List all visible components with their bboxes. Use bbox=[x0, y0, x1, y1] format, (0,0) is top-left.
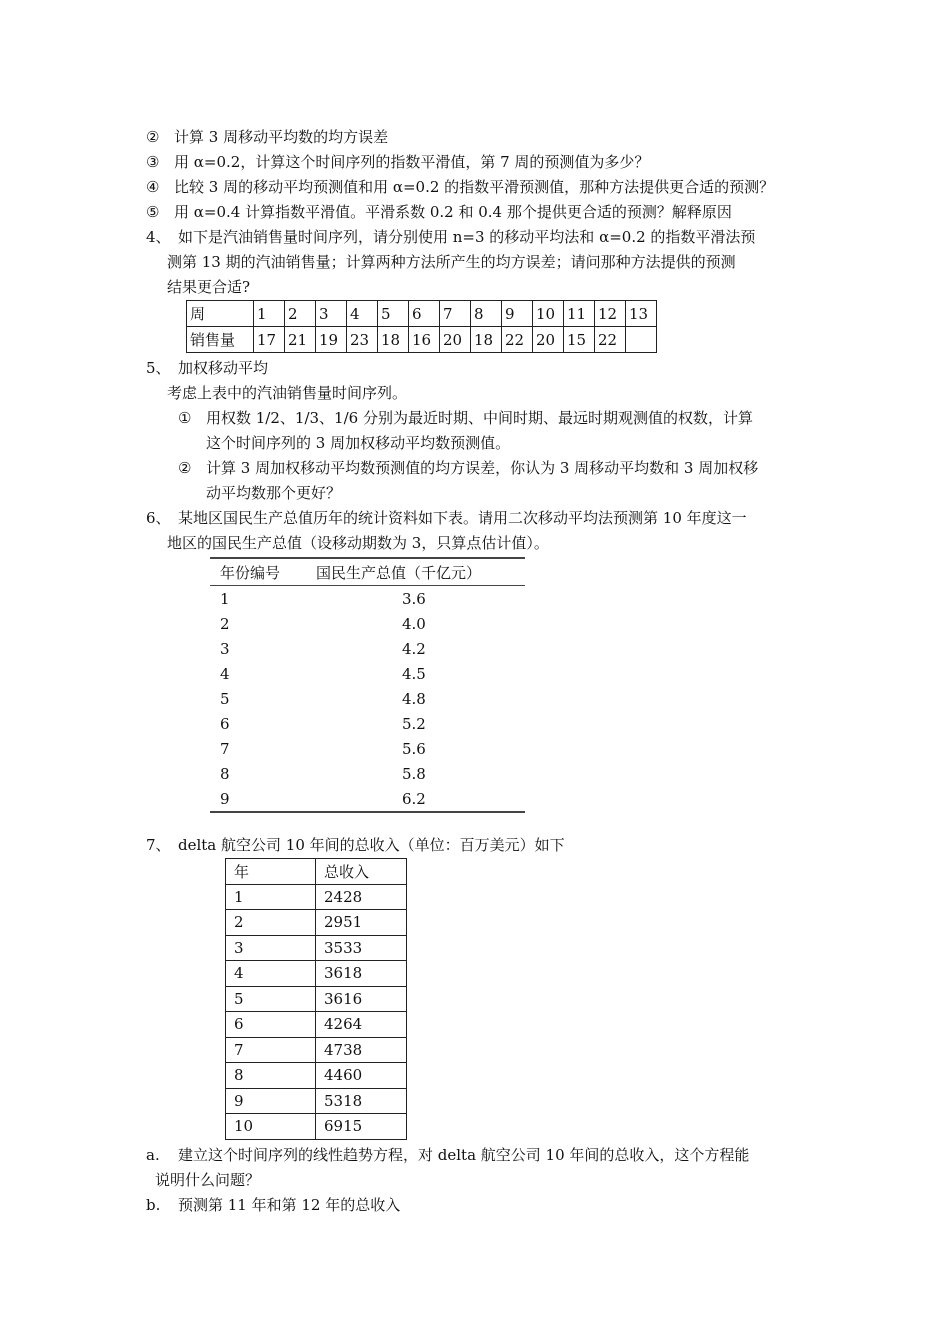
q5-item-2-marker: ② bbox=[178, 459, 192, 477]
q3-item-3-text: 用 α=0.2，计算这个时间序列的指数平滑值，第 7 周的预测值为多少？ bbox=[174, 153, 650, 171]
q5-number: 5、 bbox=[146, 359, 171, 377]
q3-item-5-text: 用 α=0.4 计算指数平滑值。平滑系数 0.2 和 0.4 那个提供更合适的预测？解释原因 bbox=[174, 203, 732, 221]
gnp-value: 5.6 bbox=[402, 739, 426, 758]
gnp-value: 4.5 bbox=[402, 664, 426, 683]
gnp-year: 8 bbox=[220, 764, 230, 783]
q5-item-2 bbox=[178, 458, 758, 478]
revenue-value: 2951 bbox=[316, 910, 407, 936]
revenue-year: 3 bbox=[226, 935, 316, 961]
q3-item-2 bbox=[146, 127, 388, 147]
table-row bbox=[226, 1012, 407, 1038]
sales-cell: 21 bbox=[285, 327, 316, 353]
q3-item-2-text: 计算 3 周移动平均数的均方误差 bbox=[174, 128, 389, 146]
table-row bbox=[210, 711, 525, 736]
q5-item-2-line-2: 动平均数那个更好？ bbox=[206, 484, 342, 502]
gnp-value: 3.6 bbox=[402, 589, 426, 608]
week-cell: 7 bbox=[440, 301, 471, 327]
revenue-year: 5 bbox=[226, 986, 316, 1012]
sales-cell: 18 bbox=[471, 327, 502, 353]
revenue-header-row bbox=[226, 859, 407, 885]
sales-cell: 19 bbox=[316, 327, 347, 353]
gnp-value: 5.8 bbox=[402, 764, 426, 783]
q7-line bbox=[146, 835, 565, 855]
gnp-value: 4.2 bbox=[402, 639, 426, 658]
table-row bbox=[226, 1088, 407, 1114]
q7-part-b-text: 预测第 11 年和第 12 年的总收入 bbox=[178, 1196, 401, 1214]
q3-item-4-marker: ④ bbox=[146, 178, 160, 196]
q7-part-a-text: 建立这个时间序列的线性趋势方程，对 delta 航空公司 10 年间的总收入，这个方程能 bbox=[178, 1146, 750, 1164]
revenue-year: 4 bbox=[226, 961, 316, 987]
gnp-value: 6.2 bbox=[306, 786, 525, 812]
revenue-value: 4264 bbox=[316, 1012, 407, 1038]
q7-number: 7、 bbox=[146, 836, 171, 854]
q5-intro: 考虑上表中的汽油销售量时间序列。 bbox=[167, 384, 408, 402]
revenue-value: 3618 bbox=[316, 961, 407, 987]
week-label: 周 bbox=[187, 301, 254, 327]
revenue-value: 6915 bbox=[316, 1114, 407, 1140]
week-cell: 5 bbox=[378, 301, 409, 327]
week-cell: 3 bbox=[316, 301, 347, 327]
revenue-value: 3533 bbox=[316, 935, 407, 961]
revenue-year: 10 bbox=[226, 1114, 316, 1140]
gnp-year: 3 bbox=[220, 639, 230, 658]
revenue-year: 2 bbox=[226, 910, 316, 936]
q3-item-3-marker: ③ bbox=[146, 153, 160, 171]
week-row bbox=[187, 301, 657, 327]
gnp-header-value: 国民生产总值（千亿元） bbox=[306, 558, 525, 586]
gnp-header-year: 年份编号 bbox=[210, 558, 306, 586]
gnp-table bbox=[210, 557, 525, 813]
table-row bbox=[226, 935, 407, 961]
table-row bbox=[210, 761, 525, 786]
sales-cell: 17 bbox=[254, 327, 285, 353]
week-cell: 13 bbox=[626, 301, 657, 327]
q7-part-b bbox=[146, 1195, 400, 1215]
gnp-year: 6 bbox=[220, 714, 230, 733]
revenue-value: 4460 bbox=[316, 1063, 407, 1089]
q4-text-1: 如下是汽油销售量时间序列，请分别使用 n=3 的移动平均法和 α=0.2 的指数平滑法预 bbox=[178, 228, 756, 246]
revenue-value: 4738 bbox=[316, 1037, 407, 1063]
q6-line-1 bbox=[146, 508, 747, 528]
revenue-year: 1 bbox=[226, 884, 316, 910]
q3-item-4 bbox=[146, 177, 774, 197]
gnp-header-row bbox=[210, 558, 525, 586]
table-row bbox=[210, 586, 525, 612]
revenue-year: 8 bbox=[226, 1063, 316, 1089]
q7-part-b-marker: b. bbox=[146, 1196, 161, 1214]
q5-item-1-text: 用权数 1/2、1/3、1/6 分别为最近时期、中间时期、最远时期观测值的权数，计算 bbox=[206, 409, 753, 427]
table-row bbox=[226, 1114, 407, 1140]
gnp-year: 2 bbox=[220, 614, 230, 633]
revenue-year: 9 bbox=[226, 1088, 316, 1114]
gasoline-sales-table bbox=[186, 300, 657, 353]
sales-cell: 22 bbox=[502, 327, 533, 353]
q6-text-1: 某地区国民生产总值历年的统计资料如下表。请用二次移动平均法预测第 10 年度这一 bbox=[178, 509, 747, 527]
week-cell: 1 bbox=[254, 301, 285, 327]
q3-item-5 bbox=[146, 202, 732, 222]
table-row bbox=[210, 786, 525, 812]
gnp-year: 5 bbox=[220, 689, 230, 708]
revenue-header-total: 总收入 bbox=[316, 859, 407, 885]
q6-number: 6、 bbox=[146, 509, 171, 527]
q4-line-3: 结果更合适? bbox=[167, 278, 251, 296]
revenue-header-year: 年 bbox=[226, 859, 316, 885]
gnp-value: 5.2 bbox=[402, 714, 426, 733]
sales-cell: 18 bbox=[378, 327, 409, 353]
q5-item-2-text: 计算 3 周加权移动平均数预测值的均方误差，你认为 3 周移动平均数和 3 周加权移 bbox=[206, 459, 759, 477]
week-cell: 9 bbox=[502, 301, 533, 327]
q4-line-1 bbox=[146, 227, 755, 247]
gnp-year: 9 bbox=[210, 786, 306, 812]
q5-item-1-marker: ① bbox=[178, 409, 192, 427]
gnp-year: 4 bbox=[220, 664, 230, 683]
sales-cell bbox=[626, 327, 657, 353]
table-row bbox=[210, 611, 525, 636]
week-cell: 11 bbox=[564, 301, 595, 327]
sales-label: 销售量 bbox=[187, 327, 254, 353]
sales-cell: 23 bbox=[347, 327, 378, 353]
revenue-value: 2428 bbox=[316, 884, 407, 910]
delta-revenue-table bbox=[225, 858, 407, 1140]
q7-part-a bbox=[146, 1145, 749, 1165]
revenue-value: 3616 bbox=[316, 986, 407, 1012]
q5-title-line bbox=[146, 358, 268, 378]
q5-item-1-line-2: 这个时间序列的 3 周加权移动平均数预测值。 bbox=[206, 434, 511, 452]
gnp-value: 4.8 bbox=[402, 689, 426, 708]
q6-line-2: 地区的国民生产总值（设移动期数为 3，只算点估计值）。 bbox=[167, 534, 549, 552]
week-cell: 6 bbox=[409, 301, 440, 327]
week-cell: 2 bbox=[285, 301, 316, 327]
sales-cell: 16 bbox=[409, 327, 440, 353]
gnp-year: 7 bbox=[220, 739, 230, 758]
q4-line-2: 测第 13 期的汽油销售量；计算两种方法所产生的均方误差；请问那种方法提供的预测 bbox=[167, 253, 736, 271]
sales-cell: 20 bbox=[440, 327, 471, 353]
revenue-year: 7 bbox=[226, 1037, 316, 1063]
gnp-year: 1 bbox=[220, 589, 230, 608]
table-row bbox=[210, 686, 525, 711]
revenue-year: 6 bbox=[226, 1012, 316, 1038]
sales-row bbox=[187, 327, 657, 353]
q4-number: 4、 bbox=[146, 228, 171, 246]
sales-cell: 22 bbox=[595, 327, 626, 353]
table-row bbox=[210, 736, 525, 761]
q3-item-3 bbox=[146, 152, 649, 172]
q5-item-1 bbox=[178, 408, 753, 428]
week-cell: 8 bbox=[471, 301, 502, 327]
q7-part-a-marker: a. bbox=[146, 1146, 160, 1164]
q3-item-4-text: 比较 3 周的移动平均预测值和用 α=0.2 的指数平滑预测值，那种方法提供更合适的预测？ bbox=[174, 178, 775, 196]
table-row bbox=[210, 661, 525, 686]
table-row bbox=[226, 884, 407, 910]
sales-cell: 20 bbox=[533, 327, 564, 353]
q3-item-5-marker: ⑤ bbox=[146, 203, 160, 221]
gnp-value: 4.0 bbox=[402, 614, 426, 633]
week-cell: 12 bbox=[595, 301, 626, 327]
table-row bbox=[210, 636, 525, 661]
q7-part-a-line-2: 说明什么问题？ bbox=[155, 1171, 261, 1189]
table-row bbox=[226, 910, 407, 936]
q7-text: delta 航空公司 10 年间的总收入（单位：百万美元）如下 bbox=[178, 836, 565, 854]
table-row bbox=[226, 961, 407, 987]
table-row bbox=[226, 986, 407, 1012]
revenue-value: 5318 bbox=[316, 1088, 407, 1114]
table-row bbox=[226, 1063, 407, 1089]
sales-cell: 15 bbox=[564, 327, 595, 353]
q5-title: 加权移动平均 bbox=[178, 359, 269, 377]
week-cell: 4 bbox=[347, 301, 378, 327]
table-row bbox=[226, 1037, 407, 1063]
week-cell: 10 bbox=[533, 301, 564, 327]
q3-item-2-marker: ② bbox=[146, 128, 160, 146]
